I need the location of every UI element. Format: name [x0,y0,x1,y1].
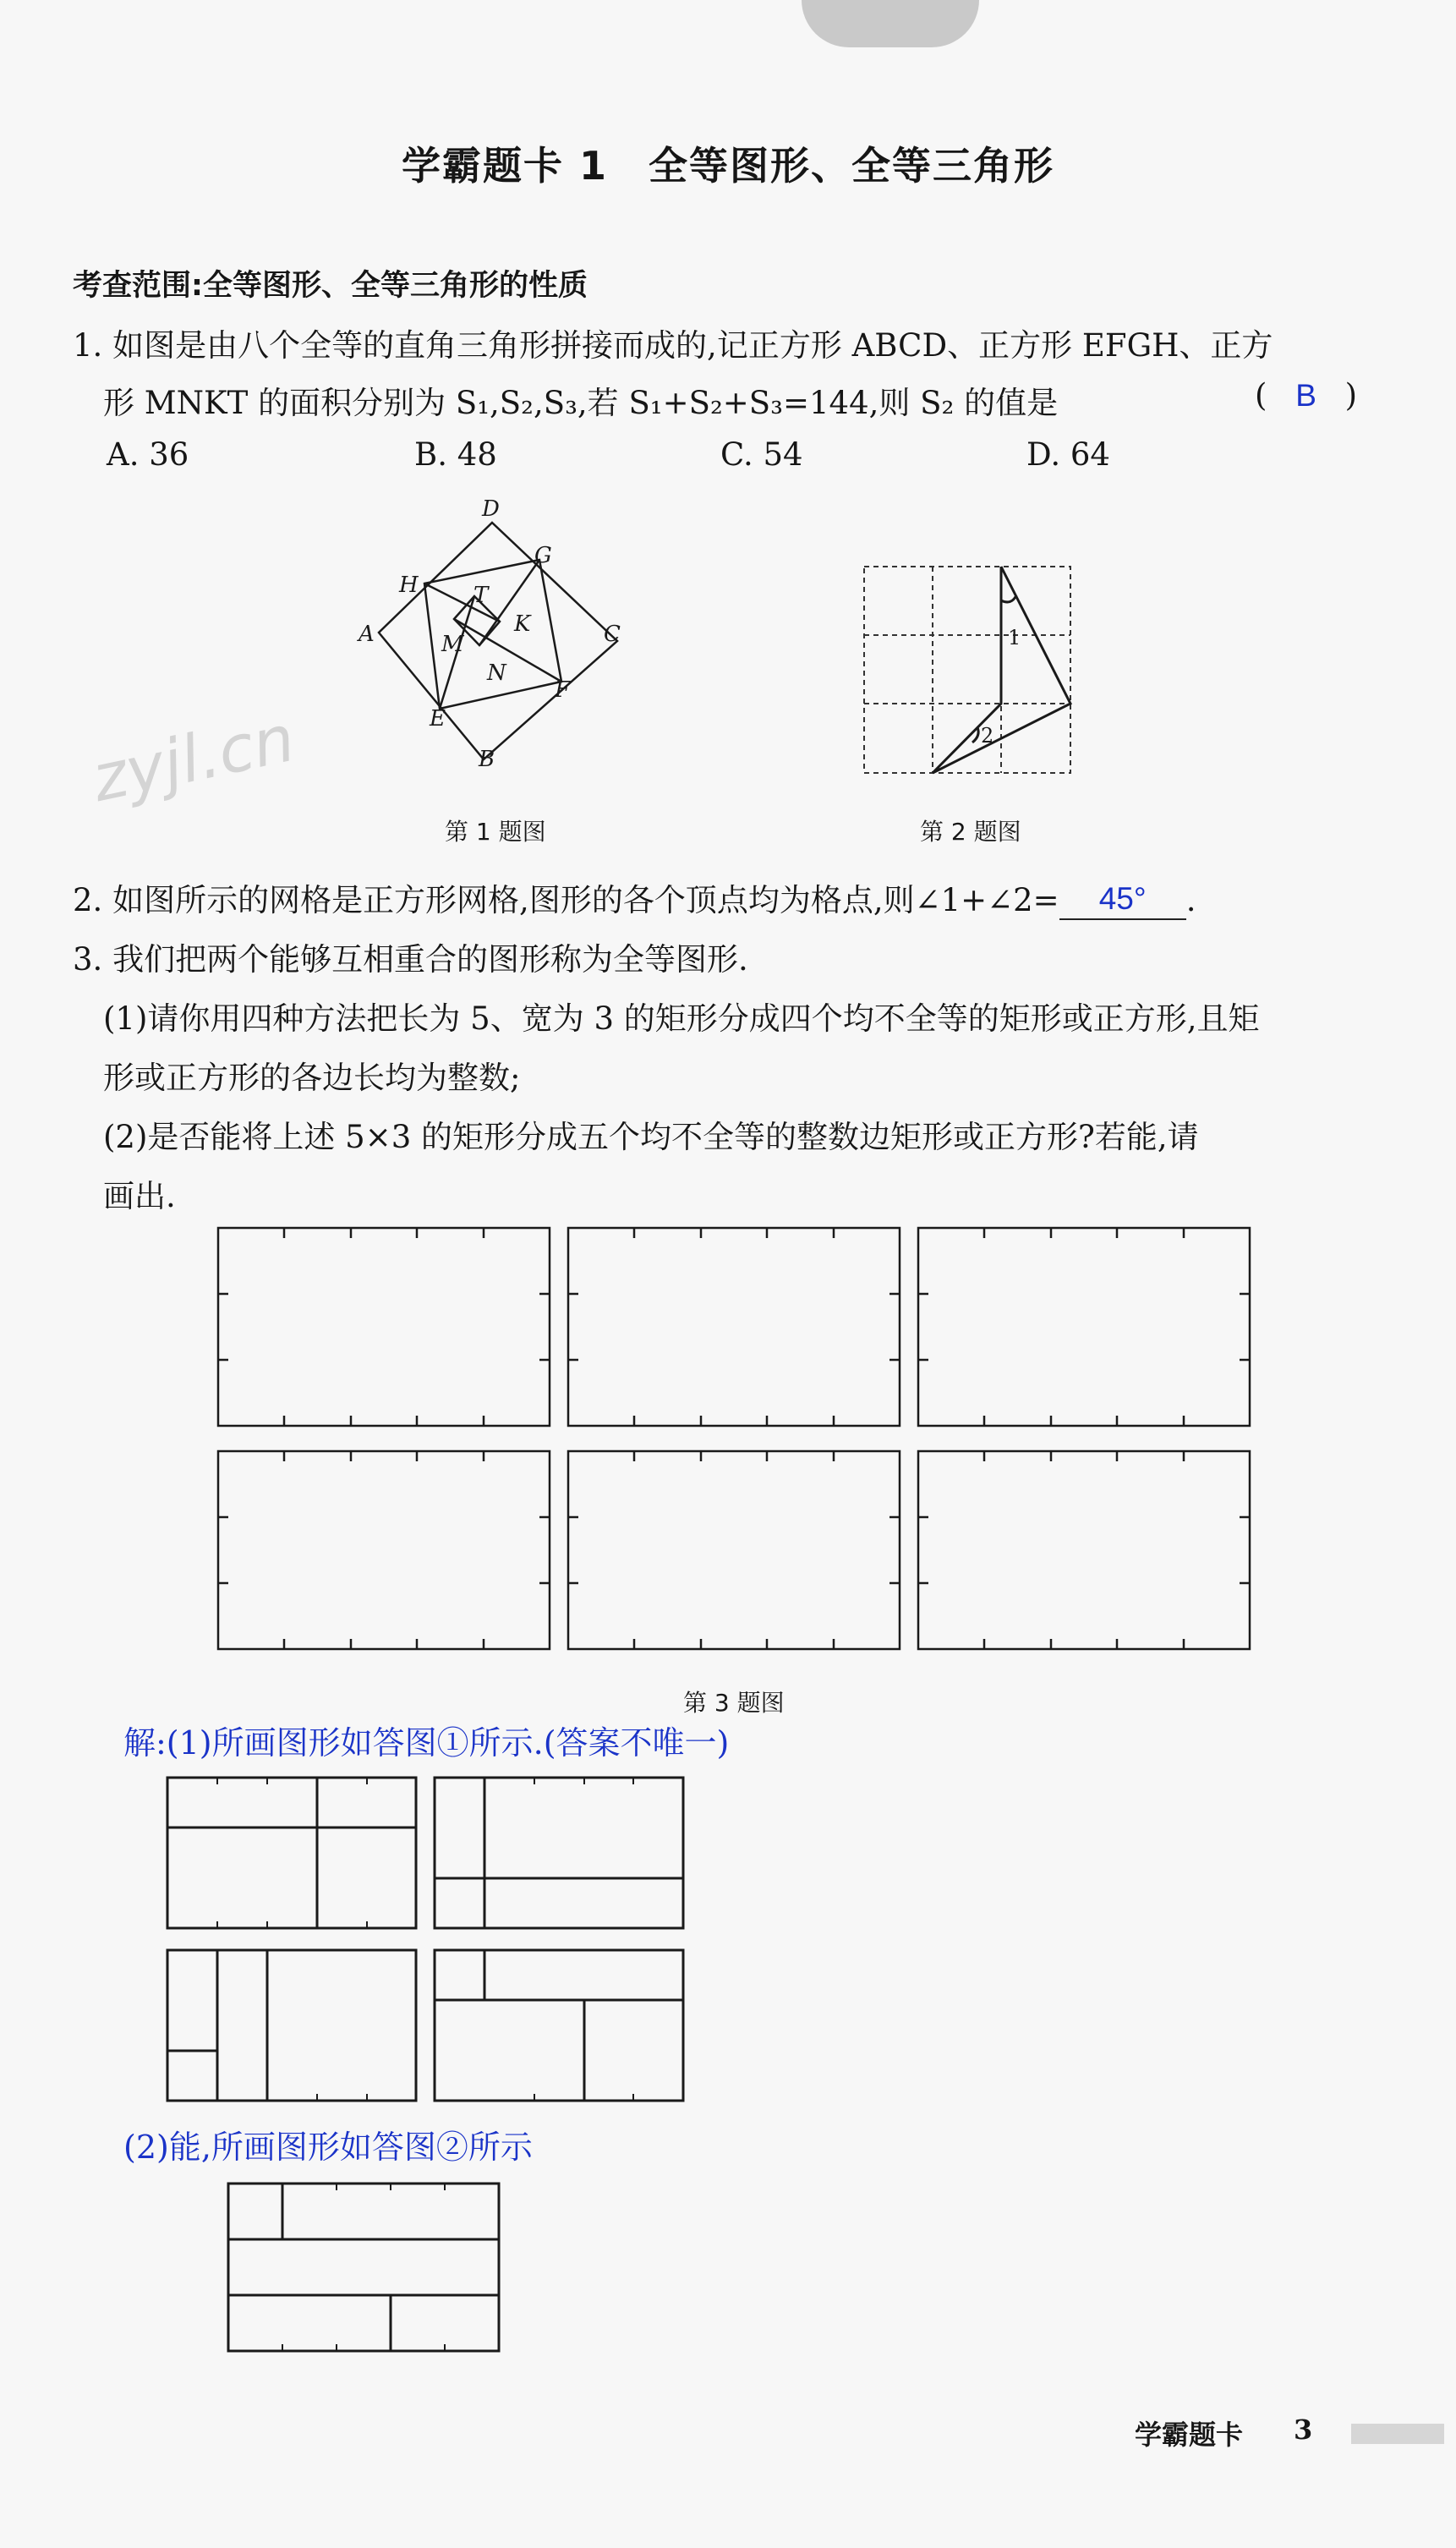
q3-part1-line1: (1)请你用四种方法把长为 5、宽为 3 的矩形分成四个均不全等的矩形或正方形,且矩 [103,1000,1260,1037]
footer-decoration-bar [1351,2424,1444,2444]
solution-line2: (2)能,所画图形如答图②所示 [123,2129,533,2166]
fig1-label-d: D [482,496,500,522]
fig1-square-diagram [338,490,660,778]
q2-answer: 45° [1059,881,1186,920]
q1-option-b: B. 48 [414,436,497,473]
page-top-decoration [802,0,979,47]
q1-option-d: D. 64 [1026,436,1110,473]
q3-part1-line2: 形或正方形的各边长均为整数; [103,1060,521,1096]
exam-scope: 考查范围:全等图形、全等三角形的性质 [73,269,588,303]
solution-line1: 解:(1)所画图形如答图①所示.(答案不唯一) [123,1724,730,1762]
q3-part2-line2: 画出. [103,1178,176,1214]
fig2-caption: 第 2 题图 [920,818,1021,846]
page-title: 学霸题卡 1 全等图形、全等三角形 [401,143,1055,189]
solution-figure-2 [220,2173,507,2368]
fig1-label-m: M [441,632,464,657]
q1-option-a: A. 36 [107,436,189,473]
q2-end: . [1185,882,1196,918]
fig1-label-a: A [359,622,375,647]
fig1-label-f: F [555,677,571,703]
q1-paren-close: ) [1344,377,1358,414]
q1-line2: 形 MNKT 的面积分别为 S₁,S₂,S₃,若 S₁+S₂+S₃=144,则 S₂ 的值是 [103,385,1059,421]
fig1-label-t: T [473,583,489,608]
q1-answer: B [1295,378,1316,413]
fig1-label-b: B [479,747,495,772]
footer-label: 学霸题卡 [1135,2419,1244,2451]
fig1-label-e: E [430,706,446,732]
fig2-grid-diagram [854,558,1082,778]
q1-line1: 1. 如图是由八个全等的直角三角形拼接而成的,记正方形 ABCD、正方形 EFGH、正方 [73,327,1273,364]
solution-figure-1 [161,1767,702,2114]
fig1-label-k: K [514,611,531,637]
fig1-label-n: N [487,660,506,686]
fig1-label-g: G [534,543,552,568]
q3-line1: 3. 我们把两个能够互相重合的图形称为全等图形. [73,941,748,978]
q3-part2-line1: (2)是否能将上述 5×3 的矩形分成五个均不全等的整数边矩形或正方形?若能,请 [103,1119,1199,1155]
watermark-logo: zyjl.cn [85,699,301,817]
fig2-angle2-label: 2 [981,724,994,748]
fig3-caption: 第 3 题图 [683,1689,785,1717]
fig2-angle1-label: 1 [1008,626,1021,649]
fig1-label-h: H [399,573,419,598]
q2-text: 2. 如图所示的网格是正方形网格,图形的各个顶点均为格点,则∠1+∠2= [73,882,1059,918]
q1-answer-bracket [1255,377,1357,414]
fig1-label-c: C [604,622,621,647]
fig1-caption: 第 1 题图 [445,818,546,846]
q1-option-c: C. 54 [720,436,803,473]
q2-line [73,874,1196,920]
q1-paren-open: ( [1255,377,1267,414]
page-number: 3 [1294,2414,1313,2446]
fig3-empty-rectangles [211,1218,1268,1658]
